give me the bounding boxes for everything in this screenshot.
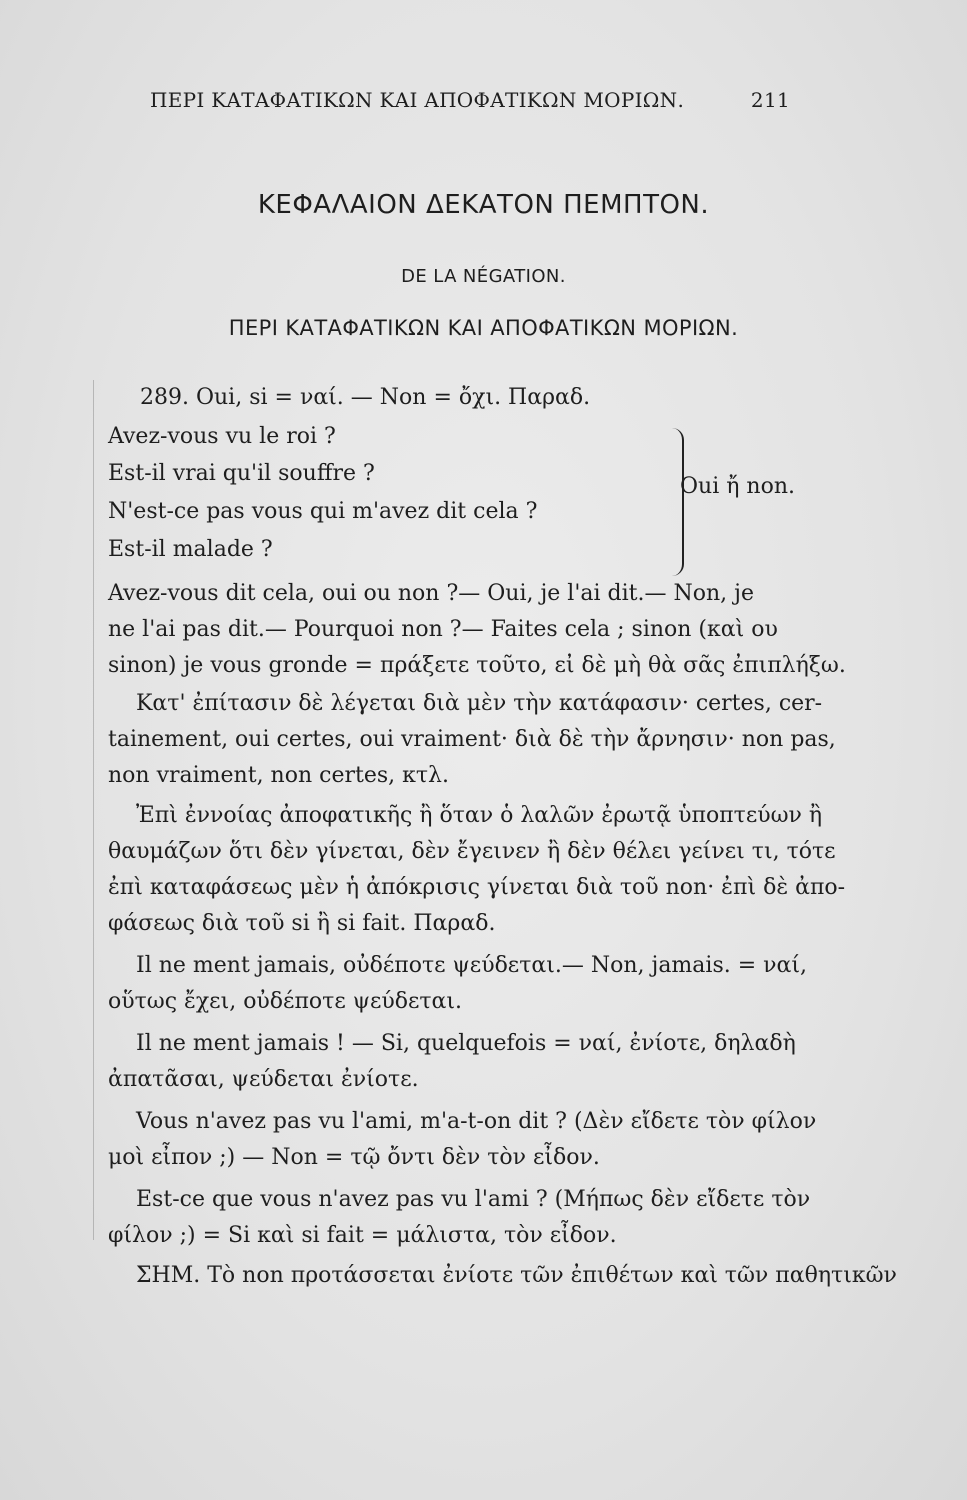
text-line: sinon) je vous gronde = πράξετε τοῦτο, εἰ δὲ μὴ θὰ σᾶς ἐπιπλήξω. xyxy=(108,653,846,678)
text-line: tainement, oui certes, oui vraiment· διὰ δὲ τὴν ἄρνησιν· non pas, xyxy=(108,727,836,752)
chapter-title: ΚΕΦΑΛΑΙΟΝ ΔΕΚΑΤΟΝ ΠΕΜΠΤΟΝ. xyxy=(257,190,710,220)
brace-answer: Oui ἤ non. xyxy=(680,474,795,499)
text-line: ἐπὶ καταφάσεως μὲν ἡ ἀπόκρισις γίνεται διὰ τοῦ non· ἐπὶ δὲ ἀπο- xyxy=(108,875,846,900)
text-line: Ἐπὶ ἐννοίας ἀποφατικῆς ἢ ὅταν ὁ λαλῶν ἐρωτᾷ ὑποπτεύων ἢ xyxy=(136,803,823,828)
text-line: Avez-vous vu le roi ? xyxy=(108,424,336,449)
text-line: 289. Oui, si = ναί. — Non = ὄχι. Παραδ. xyxy=(140,385,591,410)
text-line: οὕτως ἔχει, οὐδέποτε ψεύδεται. xyxy=(108,989,463,1014)
text-line: N'est-ce pas vous qui m'avez dit cela ? xyxy=(108,499,538,524)
text-line: ἀπατᾶσαι, ψεύδεται ἐνίοτε. xyxy=(108,1067,419,1092)
chapter-subtitle-greek: ΠΕΡΙ ΚΑΤΑΦΑΤΙΚΩΝ ΚΑΙ ΑΠΟΦΑΤΙΚΩΝ ΜΟΡΙΩΝ. xyxy=(228,316,739,340)
text-line: Est-il vrai qu'il souffre ? xyxy=(108,461,375,486)
text-line: non vraiment, non certes, κτλ. xyxy=(108,763,449,788)
margin-rule xyxy=(93,380,94,1240)
text-line: θαυμάζων ὅτι δὲν γίνεται, δὲν ἔγεινεν ἢ δὲν θέλει γείνει τι, τότε xyxy=(108,839,836,864)
text-line: ΣΗΜ. Τὸ non προτάσσεται ἐνίοτε τῶν ἐπιθέτων καὶ τῶν παθητικῶν xyxy=(136,1263,897,1288)
text-line: Vous n'avez pas vu l'ami, m'a-t-on dit ? (Δὲν εἴδετε τὸν φίλον xyxy=(136,1109,817,1134)
text-line: ne l'ai pas dit.— Pourquoi non ?— Faites cela ; sinon (καὶ ου xyxy=(108,617,778,642)
text-line: Avez-vous dit cela, oui ou non ?— Oui, je l'ai dit.— Non, je xyxy=(108,581,754,606)
page-number: 211 xyxy=(750,88,790,112)
text-line: φάσεως διὰ τοῦ si ἢ si fait. Παραδ. xyxy=(108,911,496,936)
curly-brace xyxy=(668,428,684,576)
text-line: Est-ce que vous n'avez pas vu l'ami ? (Μήπως δὲν εἴδετε τὸν xyxy=(136,1187,811,1212)
text-line: Il ne ment jamais, οὐδέποτε ψεύδεται.— Non, jamais. = ναί, xyxy=(136,953,807,978)
text-line: Κατ' ἐπίτασιν δὲ λέγεται διὰ μὲν τὴν κατάφασιν· certes, cer- xyxy=(136,691,823,716)
text-line: Il ne ment jamais ! — Si, quelquefois = ναί, ἐνίοτε, δηλαδὴ xyxy=(136,1031,796,1056)
body-text xyxy=(108,380,897,1288)
text-line: φίλον ;) = Si καὶ si fait = μάλιστα, τὸν εἶδον. xyxy=(108,1223,617,1248)
chapter-subtitle-french: DE LA NÉGATION. xyxy=(401,266,566,287)
text-line: μοὶ εἶπον ;) — Non = τῷ ὄντι δὲν τὸν εἶδον. xyxy=(108,1145,600,1170)
running-title: ΠΕΡΙ ΚΑΤΑΦΑΤΙΚΩΝ ΚΑΙ ΑΠΟΦΑΤΙΚΩΝ ΜΟΡΙΩΝ. xyxy=(150,88,685,112)
text-line: Est-il malade ? xyxy=(108,537,273,562)
